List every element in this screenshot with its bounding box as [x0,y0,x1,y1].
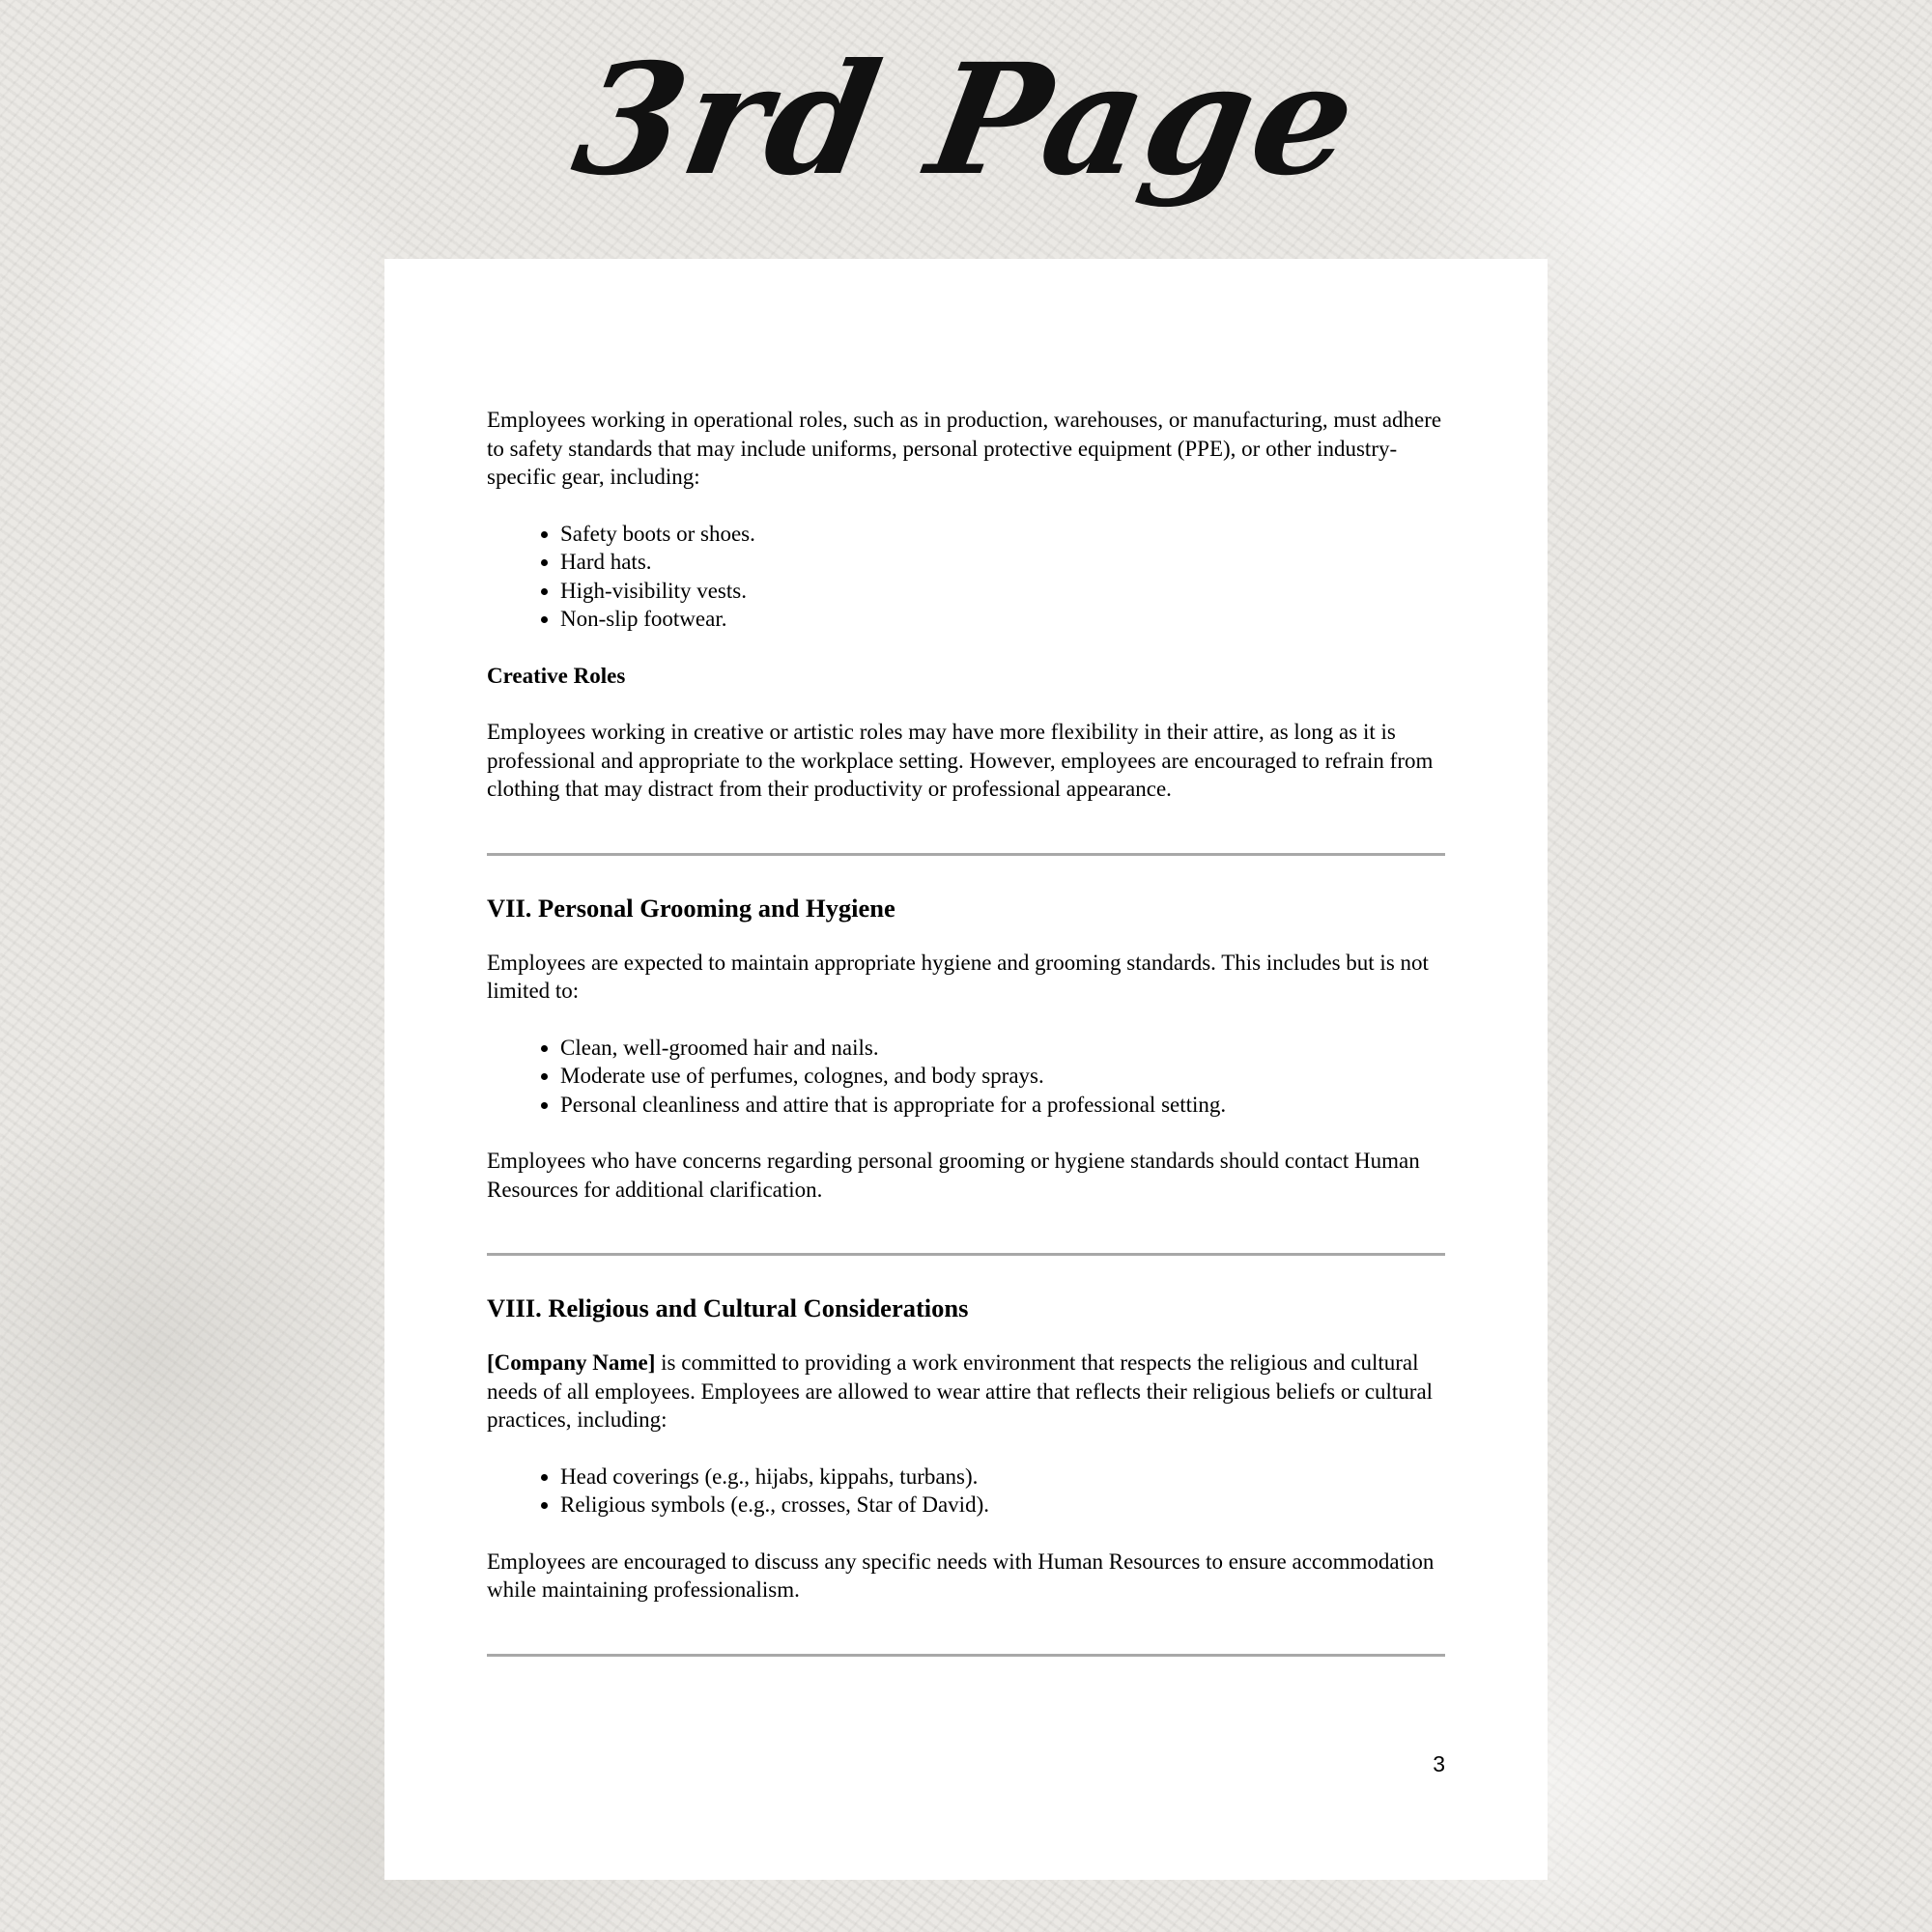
section-8-title: VIII. Religious and Cultural Considerations [487,1293,969,1322]
creative-roles-heading: Creative Roles [487,663,626,688]
page-banner-title: 3rd Page [562,31,1370,210]
section-divider [487,1253,1445,1256]
list-item: • Personal cleanliness and attire that is appropriate for a professional setting. [560,1091,1445,1120]
section-7-title: VII. Personal Grooming and Hygiene [487,893,895,923]
list-item: • Head coverings (e.g., hijabs, kippahs, turbans). [560,1463,1445,1492]
list-item: • Safety boots or shoes. [560,520,1445,549]
operational-gear-list [487,520,1445,634]
section-divider [487,853,1445,856]
section-divider [487,1654,1445,1657]
list-item: • Non-slip footwear. [560,605,1445,634]
list-item: • Hard hats. [560,548,1445,577]
page-number: 3 [1433,1751,1445,1776]
grooming-paragraph: Employees are expected to maintain appropriate hygiene and grooming standards. This includes but is not limited to: [487,950,1429,1003]
religious-paragraph [487,1349,1445,1435]
list-item: • Religious symbols (e.g., crosses, Star of David). [560,1491,1445,1520]
grooming-list [487,1034,1445,1120]
religious-closing-paragraph: Employees are encouraged to discuss any specific needs with Human Resources to ensure accommodation while maintaining professionalism. [487,1548,1435,1602]
grooming-closing-paragraph: Employees who have concerns regarding personal grooming or hygiene standards should contact Human Resources for additional clarification. [487,1149,1420,1202]
religious-list [487,1463,1445,1520]
creative-roles-paragraph: Employees working in creative or artistic roles may have more flexibility in their attire, as long as it is professional and appropriate to the workplace setting. However, employees are encouraged to refrain from clothing that may distract from their productivity or professional appearance. [487,720,1434,801]
list-item: • Clean, well-groomed hair and nails. [560,1034,1445,1063]
list-item: • High-visibility vests. [560,577,1445,606]
document-page [384,259,1548,1880]
operational-roles-paragraph: Employees working in operational roles, such as in production, warehouses, or manufacturing, must adhere to safety standards that may include uniforms, personal protective equipment (PPE), or other industry-specific gear, including: [487,408,1442,489]
list-item: • Moderate use of perfumes, colognes, and body sprays. [560,1062,1445,1091]
company-name-placeholder: [Company Name] [487,1350,656,1375]
religious-paragraph-text: is committed to providing a work environment that respects the religious and cultural needs of all employees. Employees are allowed to wear attire that reflects their religious beliefs or cultural practices, including: [487,1350,1434,1432]
